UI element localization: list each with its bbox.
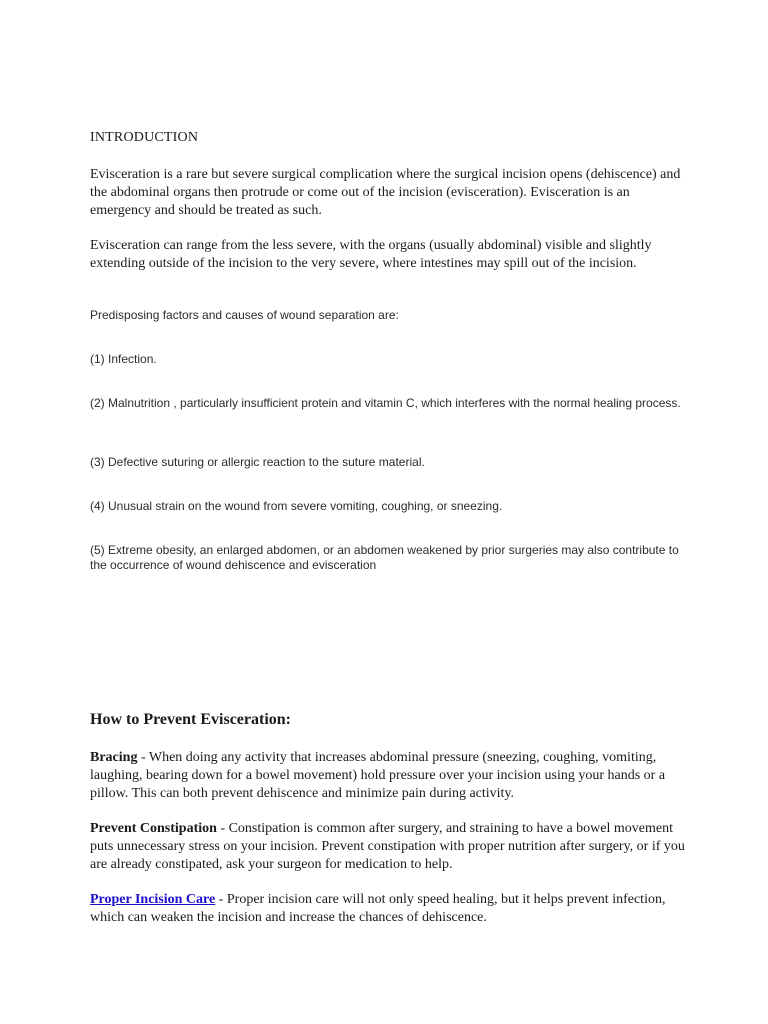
tip-bracing-text: - When doing any activity that increases abdominal pressure (sneezing, coughing, vomiting, laughing, bearing down for a bowel movement) hold pressure over your incision using your hands or a pillow. This can both prevent dehiscence and minimize pain during activity. [90, 750, 666, 801]
tip-prevent-constipation [90, 820, 690, 874]
prevention-heading: How to Prevent Evisceration: [90, 711, 291, 728]
factor-item-3: (3) Defective suturing or allergic reaction to the suture material. [90, 455, 425, 469]
tip-constipation-term: Prevent Constipation [90, 821, 217, 836]
factor-item-4: (4) Unusual strain on the wound from severe vomiting, coughing, or sneezing. [90, 499, 503, 513]
tip-proper-incision-care [90, 891, 690, 927]
tip-bracing-term: Bracing [90, 750, 138, 765]
factor-item-5: (5) Extreme obesity, an enlarged abdomen, or an abdomen weakened by prior surgeries may also contribute to the occurrence of wound dehiscence and evisceration [90, 543, 679, 572]
factors-intro: Predisposing factors and causes of wound separation are: [90, 308, 399, 322]
tip-bracing [90, 749, 690, 803]
proper-incision-care-link[interactable]: Proper Incision Care [90, 892, 216, 907]
tip-constipation-text: - Constipation is common after surgery, and straining to have a bowel movement puts unnecessary stress on your incision. Prevent constipation with proper nutrition after surgery, or if you are already constipated, ask your surgeon for medication to help. [90, 821, 685, 872]
tip-incision-care-text: - Proper incision care will not only speed healing, but it helps prevent infection, which can weaken the incision and increase the chances of dehiscence. [90, 892, 666, 925]
introduction-heading: INTRODUCTION [90, 130, 199, 145]
introduction-paragraph-2: Evisceration can range from the less severe, with the organs (usually abdominal) visible and slightly extending outside of the incision to the very severe, where intestines may spill out of the incision. [90, 238, 652, 271]
factor-item-1: (1) Infection. [90, 352, 157, 366]
introduction-paragraph-1: Evisceration is a rare but severe surgical complication where the surgical incision opens (dehiscence) and the abdominal organs then protrude or come out of the incision (evisceration). Evisceration is an emergency and should be treated as such. [90, 167, 681, 218]
factor-item-2: (2) Malnutrition , particularly insufficient protein and vitamin C, which interferes with the normal healing process. [90, 396, 681, 410]
